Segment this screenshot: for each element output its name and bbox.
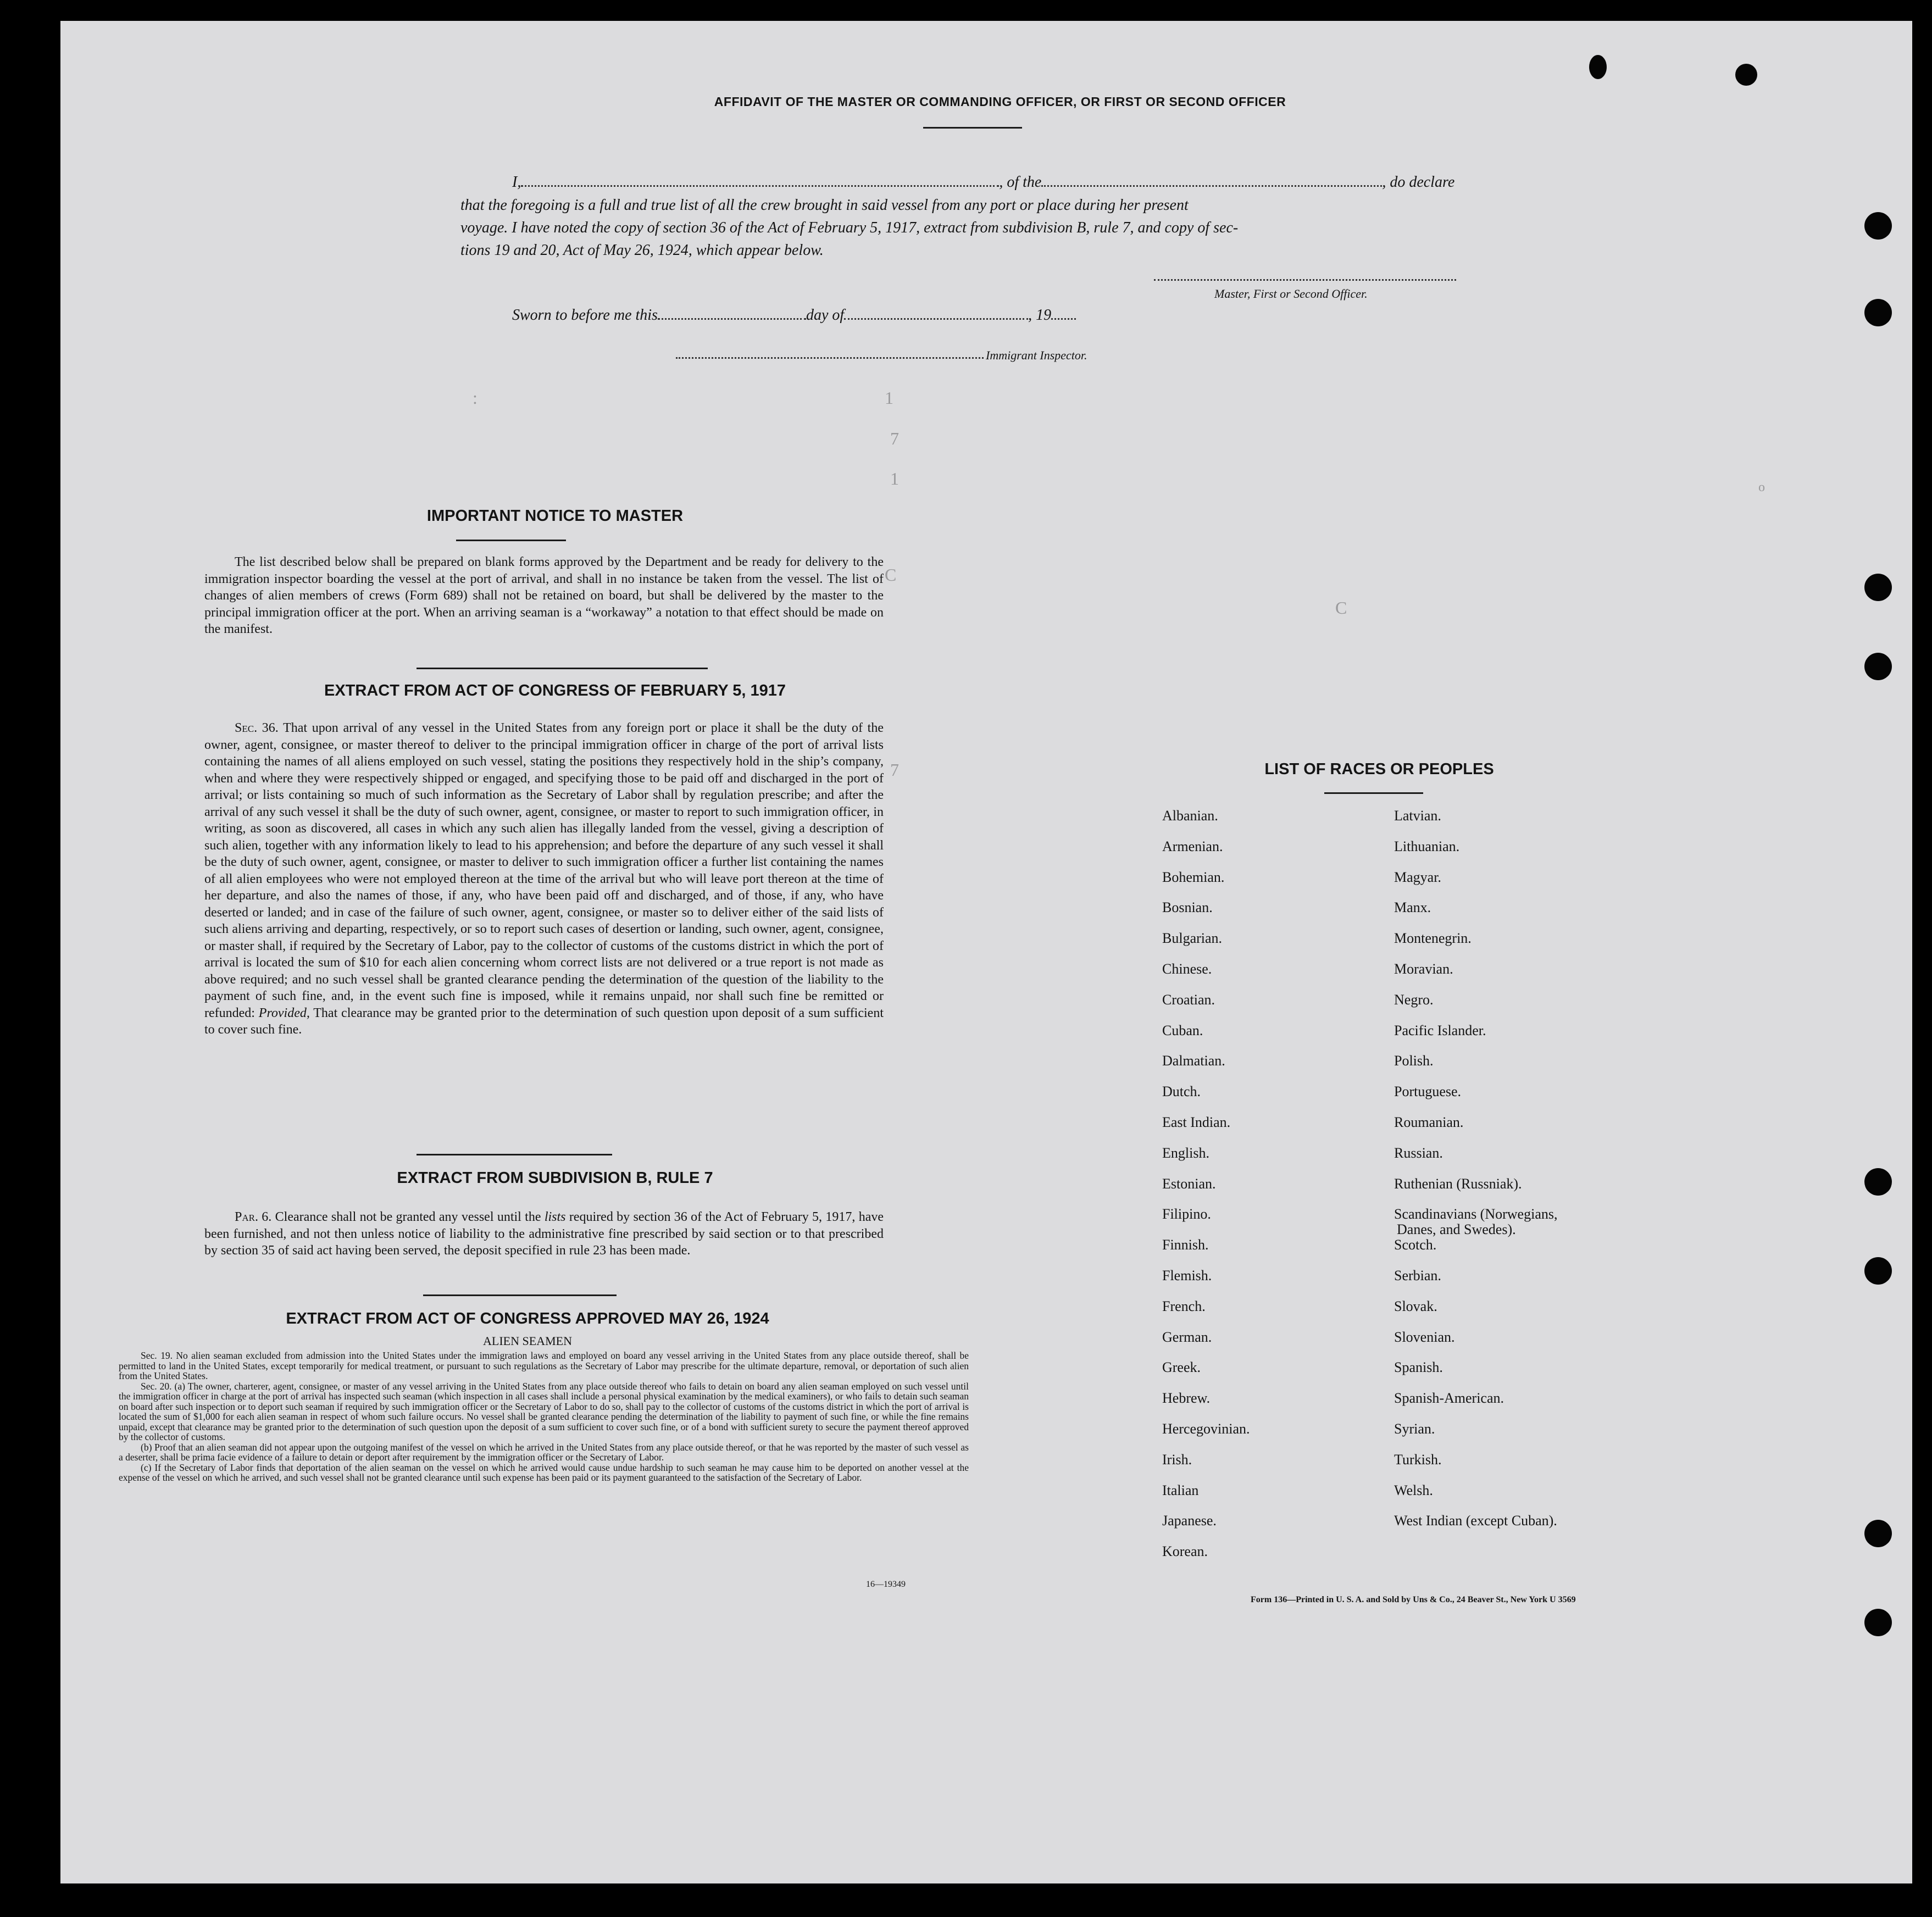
alien-seamen-subtitle: ALIEN SEAMEN	[483, 1334, 572, 1348]
race-item: Polish.	[1394, 1053, 1434, 1069]
race-item: German.	[1162, 1329, 1212, 1345]
affidavit-line2: that the foregoing is a full and true list of all the crew brought in said vessel from any port or place during her present	[460, 197, 1189, 214]
extract-1917-body	[204, 720, 884, 1038]
sec20c-text: (c) If the Secretary of Labor finds that deportation of the alien seaman on the vessel on which he arrived would cause undue hardship to such seaman he may cause him to be deported on another vessel at the expense of the vessel on which he arrived, and such vessel shall not be granted clearance until such expense has been paid or its payment guaranteed to the satisfaction of the Secretary of Labor.	[119, 1462, 969, 1483]
race-item: Korean.	[1162, 1543, 1208, 1560]
affidavit-line4: tions 19 and 20, Act of May 26, 1924, which appear below.	[460, 242, 824, 259]
race-item: Pacific Islander.	[1394, 1022, 1486, 1038]
race-item: Scandinavians (Norwegians,	[1394, 1206, 1558, 1223]
binder-hole	[1864, 299, 1892, 326]
binder-hole	[1864, 1609, 1892, 1636]
rule7-title: EXTRACT FROM SUBDIVISION B, RULE 7	[397, 1169, 713, 1187]
form-sheet	[60, 21, 1912, 1883]
bleed-through-mark: C	[1335, 598, 1347, 618]
race-item: Manx.	[1394, 899, 1431, 916]
affidavit-line3: voyage. I have noted the copy of section 36 of the Act of February 5, 1917, extract from subdivision B, rule 7, and copy of sec-	[460, 219, 1239, 236]
binder-hole	[1864, 1520, 1892, 1547]
lists-word: lists	[544, 1210, 566, 1224]
affidavit-line1	[512, 174, 1556, 191]
race-item: Cuban.	[1162, 1022, 1203, 1038]
race-item: Flemish.	[1162, 1268, 1212, 1283]
race-item: Danes, and Swedes).	[1397, 1221, 1516, 1238]
provided-word: Provided,	[258, 1005, 310, 1020]
race-item: Chinese.	[1162, 961, 1212, 977]
sworn-day-blank[interactable]	[658, 318, 806, 320]
master-signature-blank[interactable]	[1154, 279, 1456, 281]
race-item: Bosnian.	[1162, 899, 1213, 916]
binder-hole	[1864, 1168, 1892, 1196]
sworn-month-blank[interactable]	[844, 318, 1028, 320]
race-item: East Indian.	[1162, 1114, 1231, 1130]
bleed-through-mark: o	[1758, 480, 1765, 494]
race-item: Syrian.	[1394, 1421, 1435, 1437]
bleed-through-mark: 1	[885, 388, 893, 408]
sworn-year-blank[interactable]	[1051, 318, 1076, 320]
race-item: Turkish.	[1394, 1451, 1442, 1468]
punch-mark	[1735, 64, 1757, 86]
notice-title-rule	[456, 540, 566, 541]
race-item: Roumanian.	[1394, 1114, 1464, 1130]
race-item: Montenegrin.	[1394, 930, 1472, 947]
bleed-through-mark: C	[885, 565, 897, 585]
form-code: 16—19349	[866, 1580, 906, 1589]
race-item: Bohemian.	[1162, 869, 1225, 885]
race-item: Serbian.	[1394, 1268, 1441, 1283]
notice-title: IMPORTANT NOTICE TO MASTER	[426, 507, 684, 525]
race-item: Spanish.	[1394, 1359, 1443, 1376]
section-36-text-end: That clearance may be granted prior to the determination of such question upon deposit of a sum sufficient to cover such fine.	[204, 1005, 884, 1037]
races-title-rule	[1324, 792, 1423, 794]
binder-hole	[1864, 574, 1892, 601]
race-item: Welsh.	[1394, 1482, 1433, 1498]
race-item: Albanian.	[1162, 808, 1218, 824]
race-item: Finnish.	[1162, 1237, 1209, 1253]
race-item: Italian	[1162, 1482, 1199, 1498]
race-item: Hercegovinian.	[1162, 1421, 1250, 1437]
affidavit-title: AFFIDAVIT OF THE MASTER OR COMMANDING OFFICER, OR FIRST OR SECOND OFFICER	[714, 95, 1286, 109]
race-item: West Indian (except Cuban).	[1394, 1513, 1557, 1529]
rule7-body	[204, 1209, 884, 1259]
race-item: Russian.	[1394, 1144, 1443, 1161]
master-signature-caption: Master, First or Second Officer.	[1214, 287, 1368, 301]
race-item: Spanish-American.	[1394, 1390, 1504, 1407]
rule7-text-end: required by section 36 of the Act of February 5, 1917, have been furnished, and not then unless notice of liability to the administrative fine prescribed by said section or to that prescribed by section 35 of said act having been served, the deposit specified in rule 23 has been made.	[204, 1210, 884, 1258]
race-item: Dutch.	[1162, 1083, 1201, 1100]
race-item: Latvian.	[1394, 808, 1441, 824]
section-36-text: That upon arrival of any vessel in the United States from any foreign port or place it shall be the duty of the owner, agent, consignee, or master thereof to deliver to the principal immigration officer in charge of the port of arrival lists containing the names of all aliens employed on such vessel, stating the positions they respectively hold in the ship’s company, when and where they were respectively shipped or engaged, and specifying those to be paid off and discharged in the port of arrival; or lists containing so much of such information as the Secretary of Labor shall by regulation prescribe; and after the arrival of any such vessel it shall be the duty of such owner, agent, consignee, or master to report to such immigration officer, in writing, as soon as discovered, all cases in which any such alien has illegally landed from the vessel, giving a description of such alien, together with any information likely to lead to his apprehension; and before the departure of any such vessel it shall be the duty of such owner, agent, consignee, or master to deliver to such immigration officer a further list containing the names of all alien employees who were not employed thereon at the time of the arrival but who will leave port thereon at the time of her departure, and also the names of those, if any, who have been paid off and discharged, and of those, if any, who have deserted or landed; and in case of the failure of such owner, agent, consignee, or master so to deliver either of the said lists of such aliens arriving and departing, respectively, or so to report such cases of desertion or landing, such owner, agent, consignee, or master shall, if required by the Secretary of Labor, pay to the collector of customs of the customs district in which the port of arrival is located the sum of $10 for each alien concerning whom correct lists are not delivered or a true report is not made as above required; and no such vessel shall be granted clearance pending the determination of the question of the liability to the payment of such fine, and, in the event such fine is imposed, while it remains unpaid, nor shall such fine be remitted or refunded:	[204, 721, 884, 1020]
section-36-label: Sec. 36.	[235, 721, 279, 735]
race-item: French.	[1162, 1298, 1206, 1314]
year-text: , 19	[1028, 307, 1052, 324]
race-item: Irish.	[1162, 1451, 1192, 1468]
race-item: Portuguese.	[1394, 1083, 1462, 1100]
race-item: Ruthenian (Russniak).	[1394, 1175, 1522, 1192]
bleed-through-mark: 7	[890, 760, 899, 780]
binder-hole	[1864, 1257, 1892, 1285]
race-item: Estonian.	[1162, 1175, 1216, 1192]
form-footer: Form 136—Printed in U. S. A. and Sold by Uns & Co., 24 Beaver St., New York U 3569	[1251, 1595, 1576, 1604]
punch-mark	[1589, 55, 1607, 79]
notice-body: The list described below shall be prepared on blank forms approved by the Department and be ready for delivery to the immigration inspector boarding the vessel at the port of arrival, and shall in no instance be taken from the vessel. The list of changes of alien members of crews (Form 689) shall not be retained on board, but shall be delivered by the master to the principal immigration officer at the port. When an arriving seaman is a “workaway” a notation to that effect should be made on the manifest.	[204, 555, 884, 636]
affidavit-i: I,	[512, 174, 521, 191]
sec19-text: Sec. 19. No alien seaman excluded from admission into the United States under the immigration laws and employed on board any vessel arriving in the United States from any place outside thereof, shall be permitted to land in the United States, except temporarily for medical treatment, or pursuant to such regulations as the Secretary of Labor may prescribe for the ultimate departure, removal, or deportation of such alien from the United States.	[119, 1350, 969, 1381]
bleed-through-mark: 7	[890, 429, 899, 448]
inspector-caption: Immigrant Inspector.	[986, 348, 1087, 362]
name-blank[interactable]	[521, 185, 999, 187]
binder-hole	[1864, 212, 1892, 240]
race-item: Armenian.	[1162, 838, 1223, 854]
race-item: Filipino.	[1162, 1206, 1211, 1223]
race-item: Magyar.	[1394, 869, 1441, 885]
race-item: Lithuanian.	[1394, 838, 1460, 854]
inspector-signature-blank[interactable]	[676, 357, 984, 359]
section-divider	[417, 668, 708, 669]
vessel-blank[interactable]	[1041, 185, 1382, 187]
affidavit-of-the: , of the	[999, 174, 1042, 191]
race-item: Dalmatian.	[1162, 1053, 1225, 1069]
race-item: Greek.	[1162, 1359, 1201, 1376]
race-item: Croatian.	[1162, 991, 1215, 1008]
race-item: Hebrew.	[1162, 1390, 1211, 1407]
par-6-label: Par. 6.	[235, 1210, 272, 1224]
section-divider	[417, 1154, 612, 1155]
day-of-text: day of	[806, 307, 845, 324]
affidavit-do-declare: , do declare	[1382, 174, 1455, 191]
extract-1924-body	[119, 1351, 969, 1483]
race-item: Negro.	[1394, 991, 1434, 1008]
bleed-through-mark: :	[473, 388, 478, 408]
race-item: Slovenian.	[1394, 1329, 1455, 1345]
race-item: Bulgarian.	[1162, 930, 1223, 947]
race-item: Slovak.	[1394, 1298, 1437, 1314]
extract-1917-title: EXTRACT FROM ACT OF CONGRESS OF FEBRUARY 5, 1917	[324, 682, 786, 699]
bleed-through-mark: 1	[890, 469, 899, 488]
sec20a-text: Sec. 20. (a) The owner, charterer, agent, consignee, or master of any vessel arriving in the United States from any place outside thereof who fails to detain on board any alien seaman employed on such vessel until the immigration officer in charge at the port of arrival has inspected such seaman (which inspection in all cases shall include a personal physical examination by the medical examiners), or who fails to detain such seaman on board after such inspection or to deport such seaman if required by such immigration officer or the Secretary of Labor to do so, shall pay to the collector of customs of the customs district in which the port of arrival is located the sum of $1,000 for each alien seaman in respect of whom such failure occurs. No vessel shall be granted clearance pending the determination of the liability to payment of such fine, or while the fine remains unpaid, except that clearance may be granted prior to the determination of such question upon the deposit of a sum sufficient to cover such fine, or of a bond with sufficient surety to secure the payment thereof approved by the collector of customs.	[119, 1380, 969, 1442]
binder-hole	[1864, 653, 1892, 680]
section-divider	[423, 1294, 617, 1296]
affidavit-title-rule	[923, 127, 1022, 129]
race-item: Scotch.	[1394, 1237, 1437, 1253]
sworn-text: Sworn to before me this	[512, 307, 658, 324]
race-item: English.	[1162, 1144, 1209, 1161]
rule7-text: Clearance shall not be granted any vessel until the	[275, 1210, 541, 1224]
sec20b-text: (b) Proof that an alien seaman did not appear upon the outgoing manifest of the vessel on which he arrived in the United States from any place outside thereof, or that he was reported by the master of such vessel as a deserter, shall be prima facie evidence of a failure to detain or deport after requirement by the immigration officer or the Secretary of Labor.	[119, 1441, 969, 1463]
race-item: Moravian.	[1394, 961, 1453, 977]
races-title: LIST OF RACES OR PEOPLES	[1264, 760, 1494, 778]
sworn-line	[512, 307, 1076, 324]
race-item: Japanese.	[1162, 1513, 1217, 1529]
extract-1924-title: EXTRACT FROM ACT OF CONGRESS APPROVED MAY 26, 1924	[286, 1310, 769, 1327]
